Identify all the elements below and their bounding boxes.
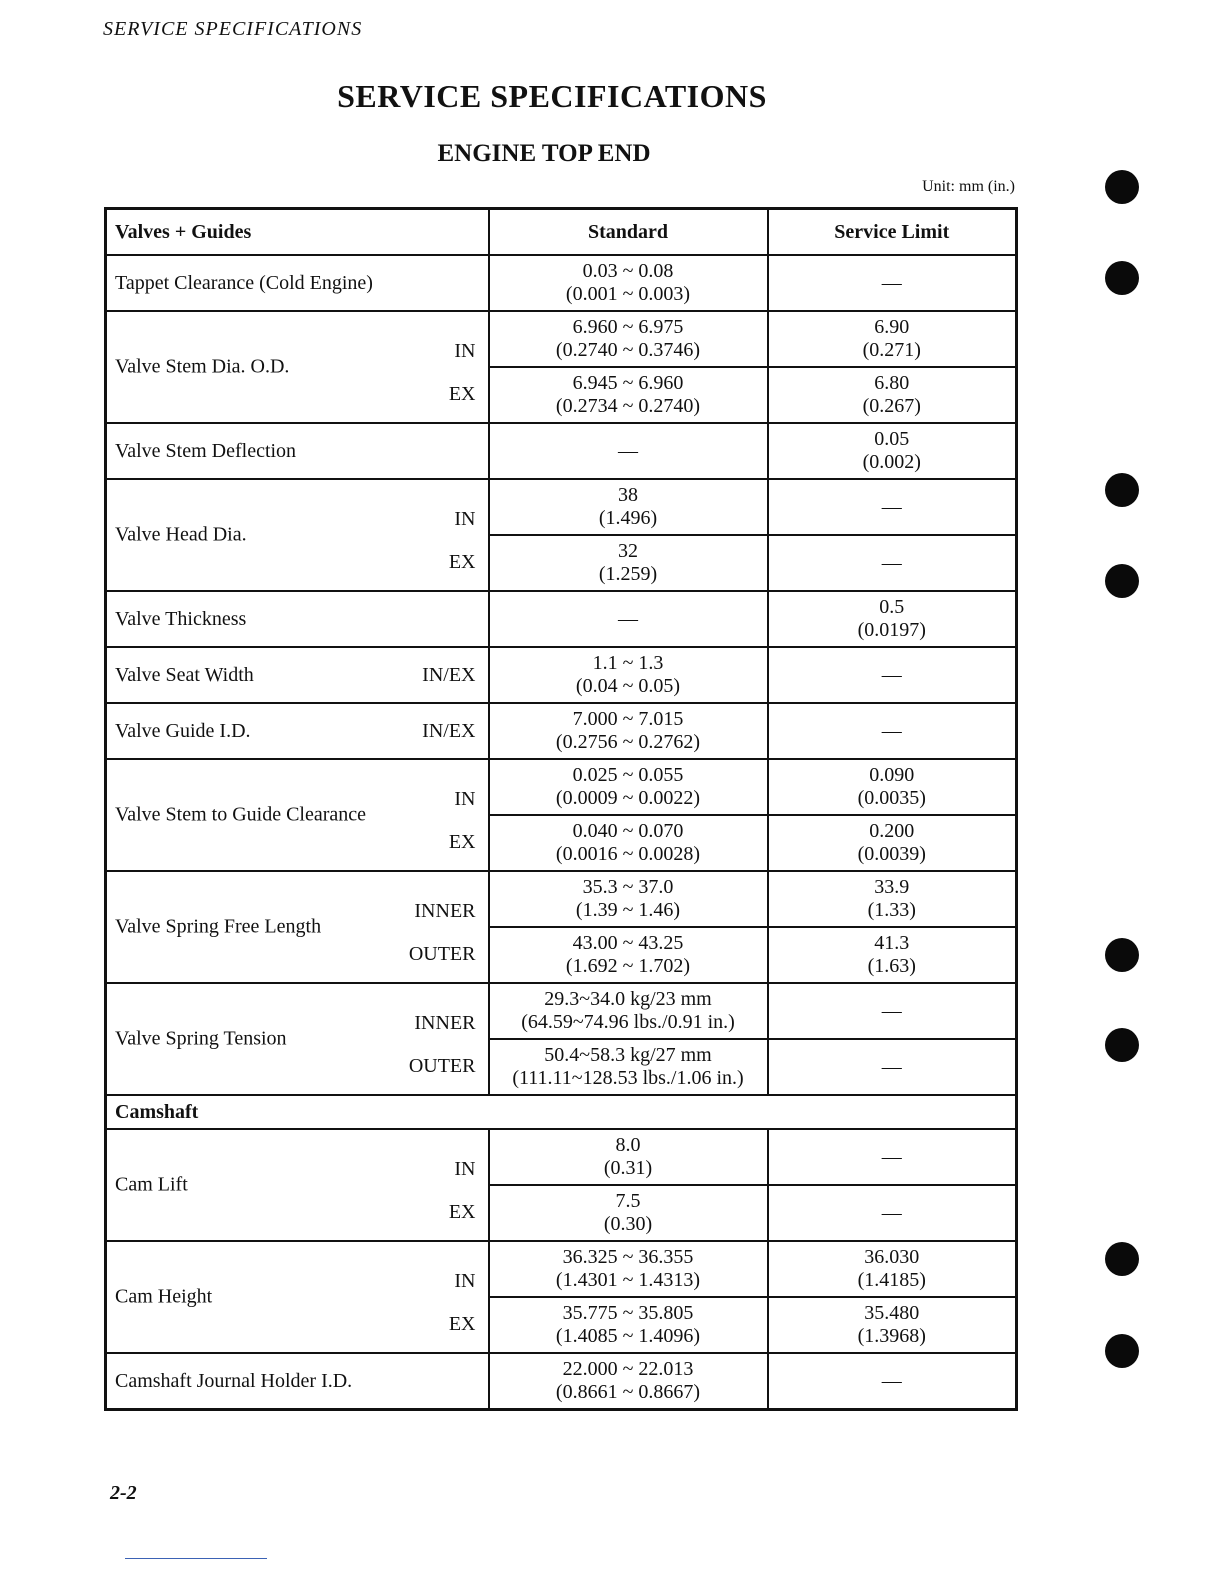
row-label: Valve Thickness bbox=[106, 591, 489, 647]
unit-note: Unit: mm (in.) bbox=[922, 178, 1015, 195]
binder-hole-icon bbox=[1105, 564, 1139, 598]
spec-table bbox=[104, 207, 1018, 1411]
table-row bbox=[106, 591, 1017, 647]
binder-hole-icon bbox=[1105, 1334, 1139, 1368]
sub-label: IN/EX bbox=[422, 663, 476, 686]
limit-value: 6.90 (0.271) bbox=[768, 311, 1017, 367]
row-label: Valve Guide I.D. bbox=[115, 719, 251, 742]
limit-value: — bbox=[768, 479, 1017, 535]
header-item: Valves + Guides bbox=[106, 209, 489, 256]
sub-label: IN bbox=[454, 1158, 476, 1180]
running-head: SERVICE SPECIFICATIONS bbox=[103, 18, 363, 40]
section-row bbox=[106, 1095, 1017, 1129]
standard-value: 8.0 (0.31) bbox=[489, 1129, 768, 1185]
row-label: Valve Stem to Guide Clearance bbox=[115, 803, 367, 826]
standard-value: 7.000 ~ 7.015 (0.2756 ~ 0.2762) bbox=[489, 703, 768, 759]
row-label-cell bbox=[106, 871, 489, 983]
sub-label: INNER bbox=[414, 900, 476, 922]
footer-rule bbox=[125, 1558, 267, 1559]
row-label-cell bbox=[106, 759, 489, 871]
row-label: Valve Head Dia. bbox=[115, 523, 247, 546]
standard-value: 36.325 ~ 36.355 (1.4301 ~ 1.4313) bbox=[489, 1241, 768, 1297]
table-row bbox=[106, 1241, 1017, 1297]
table-row bbox=[106, 759, 1017, 815]
limit-value: 35.480 (1.3968) bbox=[768, 1297, 1017, 1353]
sub-label: IN/EX bbox=[422, 719, 476, 742]
row-label-cell bbox=[106, 1241, 489, 1353]
binder-hole-icon bbox=[1105, 1028, 1139, 1062]
sub-label: EX bbox=[448, 383, 476, 405]
table-row bbox=[106, 983, 1017, 1039]
row-label-cell bbox=[106, 1129, 489, 1241]
table-row bbox=[106, 703, 1017, 759]
sub-label: IN bbox=[454, 788, 476, 810]
row-label: Tappet Clearance (Cold Engine) bbox=[106, 255, 489, 311]
limit-value: — bbox=[768, 1039, 1017, 1095]
row-label: Valve Spring Tension bbox=[115, 1027, 287, 1050]
sub-label: EX bbox=[448, 1201, 476, 1223]
standard-value: 22.000 ~ 22.013 (0.8661 ~ 0.8667) bbox=[489, 1353, 768, 1410]
table-row bbox=[106, 255, 1017, 311]
binder-hole-icon bbox=[1105, 938, 1139, 972]
limit-value: — bbox=[768, 255, 1017, 311]
limit-value: 33.9 (1.33) bbox=[768, 871, 1017, 927]
standard-value: 38 (1.496) bbox=[489, 479, 768, 535]
row-label-cell bbox=[106, 479, 489, 591]
binder-hole-icon bbox=[1105, 1242, 1139, 1276]
row-label: Valve Seat Width bbox=[115, 663, 254, 686]
sub-label: IN bbox=[454, 1270, 476, 1292]
binder-hole-icon bbox=[1105, 473, 1139, 507]
limit-value: 0.200 (0.0039) bbox=[768, 815, 1017, 871]
table-row bbox=[106, 647, 1017, 703]
standard-value: 6.945 ~ 6.960 (0.2734 ~ 0.2740) bbox=[489, 367, 768, 423]
sub-label: IN bbox=[454, 340, 476, 362]
limit-value: — bbox=[768, 1353, 1017, 1410]
row-label-cell bbox=[106, 703, 489, 759]
page-number: 2-2 bbox=[110, 1482, 137, 1504]
sub-label: OUTER bbox=[408, 943, 476, 965]
row-label: Valve Stem Deflection bbox=[106, 423, 489, 479]
row-label-cell bbox=[106, 311, 489, 423]
limit-value: — bbox=[768, 703, 1017, 759]
row-label: Camshaft Journal Holder I.D. bbox=[106, 1353, 489, 1410]
limit-value: — bbox=[768, 1185, 1017, 1241]
standard-value: 1.1 ~ 1.3 (0.04 ~ 0.05) bbox=[489, 647, 768, 703]
standard-value: 32 (1.259) bbox=[489, 535, 768, 591]
limit-value: 36.030 (1.4185) bbox=[768, 1241, 1017, 1297]
binder-hole-icon bbox=[1105, 261, 1139, 295]
standard-value: 35.3 ~ 37.0 (1.39 ~ 1.46) bbox=[489, 871, 768, 927]
header-limit: Service Limit bbox=[768, 209, 1017, 256]
sub-label: EX bbox=[448, 831, 476, 853]
binder-hole-icon bbox=[1105, 170, 1139, 204]
row-label: Valve Spring Free Length bbox=[115, 915, 322, 938]
row-label: Valve Stem Dia. O.D. bbox=[115, 355, 290, 378]
row-label: Cam Lift bbox=[115, 1173, 188, 1196]
table-row bbox=[106, 479, 1017, 535]
sub-label: EX bbox=[448, 551, 476, 573]
standard-value: 0.025 ~ 0.055 (0.0009 ~ 0.0022) bbox=[489, 759, 768, 815]
table-header bbox=[106, 209, 1017, 256]
page-title: SERVICE SPECIFICATIONS bbox=[337, 78, 767, 114]
table-row bbox=[106, 1129, 1017, 1185]
row-label-cell bbox=[106, 647, 489, 703]
sub-label: IN bbox=[454, 508, 476, 530]
standard-value: 0.03 ~ 0.08 (0.001 ~ 0.003) bbox=[489, 255, 768, 311]
sub-label: EX bbox=[448, 1313, 476, 1335]
section-title: ENGINE TOP END bbox=[437, 140, 651, 167]
table-row bbox=[106, 423, 1017, 479]
standard-value: 50.4~58.3 kg/27 mm (111.11~128.53 lbs./1.06 in.) bbox=[489, 1039, 768, 1095]
row-label: Cam Height bbox=[115, 1285, 213, 1308]
limit-value: 0.05 (0.002) bbox=[768, 423, 1017, 479]
limit-value: 41.3 (1.63) bbox=[768, 927, 1017, 983]
standard-value: 35.775 ~ 35.805 (1.4085 ~ 1.4096) bbox=[489, 1297, 768, 1353]
limit-value: — bbox=[768, 647, 1017, 703]
limit-value: — bbox=[768, 1129, 1017, 1185]
limit-value: 0.090 (0.0035) bbox=[768, 759, 1017, 815]
standard-value: 0.040 ~ 0.070 (0.0016 ~ 0.0028) bbox=[489, 815, 768, 871]
limit-value: — bbox=[768, 983, 1017, 1039]
section-label: Camshaft bbox=[106, 1095, 1017, 1129]
standard-value: 29.3~34.0 kg/23 mm (64.59~74.96 lbs./0.91 in.) bbox=[489, 983, 768, 1039]
standard-value: 6.960 ~ 6.975 (0.2740 ~ 0.3746) bbox=[489, 311, 768, 367]
limit-value: — bbox=[768, 535, 1017, 591]
standard-value: — bbox=[489, 423, 768, 479]
table-row bbox=[106, 871, 1017, 927]
standard-value: 43.00 ~ 43.25 (1.692 ~ 1.702) bbox=[489, 927, 768, 983]
row-label-cell bbox=[106, 983, 489, 1095]
limit-value: 6.80 (0.267) bbox=[768, 367, 1017, 423]
header-standard: Standard bbox=[489, 209, 768, 256]
sub-label: INNER bbox=[414, 1012, 476, 1034]
standard-value: 7.5 (0.30) bbox=[489, 1185, 768, 1241]
sub-label: OUTER bbox=[408, 1055, 476, 1077]
table-row bbox=[106, 311, 1017, 367]
limit-value: 0.5 (0.0197) bbox=[768, 591, 1017, 647]
standard-value: — bbox=[489, 591, 768, 647]
table-row bbox=[106, 1353, 1017, 1410]
